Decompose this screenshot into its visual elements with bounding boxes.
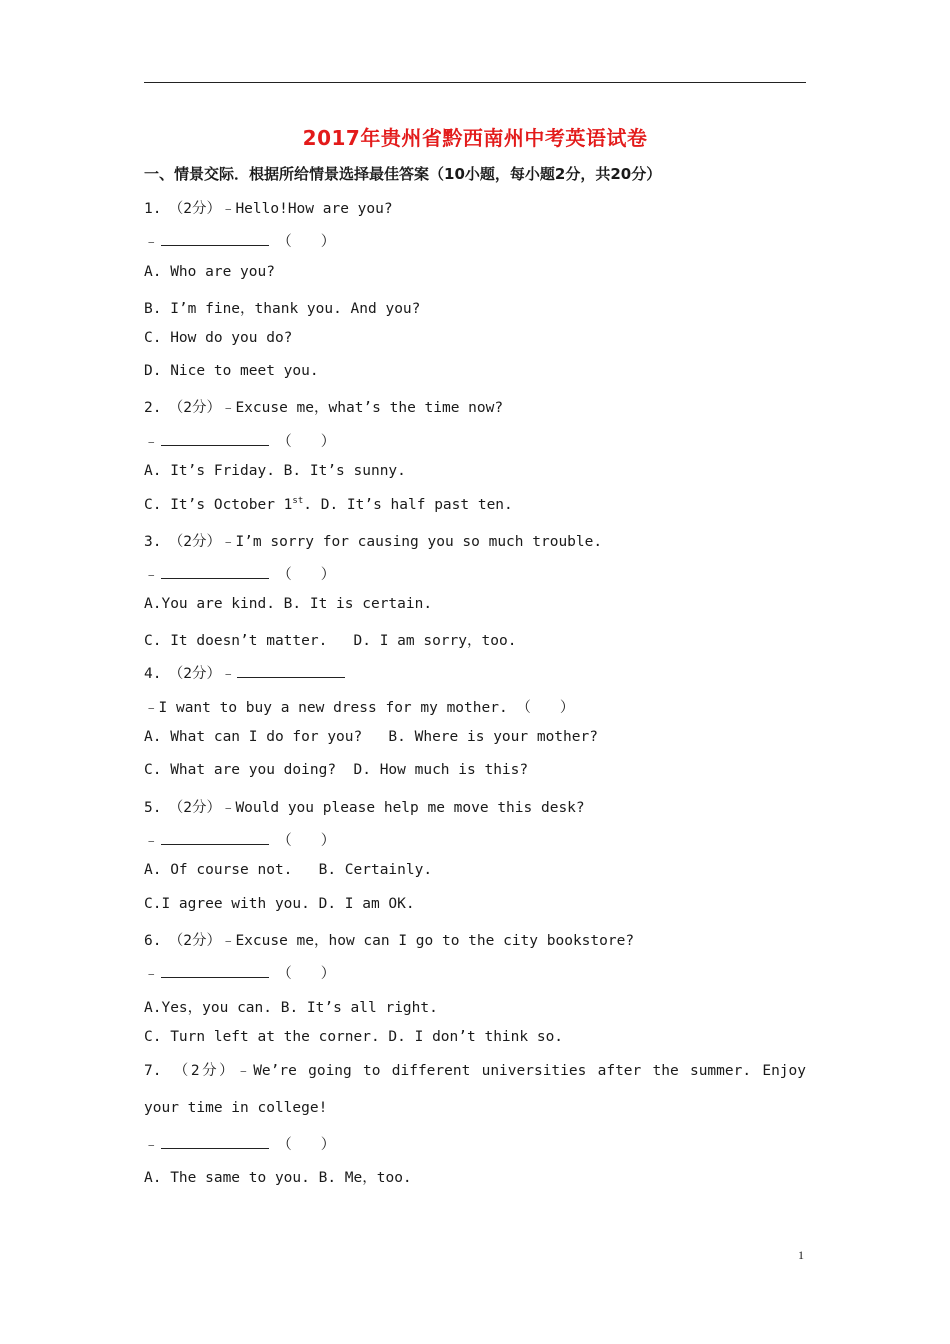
- option-4cd: C. What are you doing? D. How much is this?: [144, 762, 529, 778]
- question-6: 6. （2分）﹣Excuse me，how can I go to the city bookstore?: [144, 933, 635, 949]
- answer-blank[interactable]: [161, 431, 269, 446]
- answer-line-2: ﹣ （ ）: [144, 430, 806, 451]
- option-1b: B. I’m fine，thank you. And you?: [144, 301, 421, 317]
- question-3: 3. （2分）﹣I’m sorry for causing you so much trouble.: [144, 534, 603, 550]
- reply-4: ﹣I want to buy a new dress for my mother. （ ）: [144, 700, 575, 716]
- header-rule: [144, 82, 806, 83]
- answer-blank[interactable]: [161, 830, 269, 845]
- option-6cd: C. Turn left at the corner. D. I don’t think so.: [144, 1029, 564, 1045]
- option-2ab: A. It’s Friday. B. It’s sunny.: [144, 463, 406, 479]
- answer-blank[interactable]: [161, 1134, 269, 1149]
- question-7: 7. （2分）﹣We’re going to different universities after the summer. Enjoy your time in college!: [144, 1063, 806, 1116]
- question-1: 1. （2分）﹣Hello!How are you?: [144, 201, 393, 217]
- answer-blank[interactable]: [161, 231, 269, 246]
- option-3cd: C. It doesn’t matter. D. I am sorry，too.: [144, 633, 517, 649]
- section-heading: 一、情景交际．根据所给情景选择最佳答案（10小题，每小题2分，共20分）: [144, 165, 662, 183]
- option-1d: D. Nice to meet you.: [144, 363, 319, 379]
- option-2cd: C. It’s October 1st. D. It’s half past ten.: [144, 496, 513, 513]
- answer-line-3: ﹣ （ ）: [144, 563, 806, 584]
- option-5cd: C.I agree with you. D. I am OK.: [144, 896, 415, 912]
- option-6ab: A.Yes，you can. B. It’s all right.: [144, 1000, 438, 1016]
- option-7ab: A. The same to you. B. Me，too.: [144, 1170, 412, 1186]
- answer-line-7: ﹣ （ ）: [144, 1133, 806, 1154]
- option-1c: C. How do you do?: [144, 330, 293, 346]
- option-1a: A. Who are you?: [144, 264, 275, 280]
- question-5: 5. （2分）﹣Would you please help me move this desk?: [144, 800, 585, 816]
- exam-title: 2017年贵州省黔西南州中考英语试卷: [302, 126, 648, 150]
- question-2: 2. （2分）﹣Excuse me，what’s the time now?: [144, 400, 504, 416]
- answer-line-5: ﹣ （ ）: [144, 829, 806, 850]
- option-3ab: A.You are kind. B. It is certain.: [144, 596, 433, 612]
- page-number: 1: [798, 1248, 804, 1262]
- answer-blank[interactable]: [161, 963, 269, 978]
- answer-line-1: ﹣ （ ）: [144, 230, 806, 251]
- answer-blank[interactable]: [237, 663, 345, 678]
- answer-line-6: ﹣ （ ）: [144, 962, 806, 983]
- question-4: 4. （2分）﹣: [144, 662, 806, 683]
- option-5ab: A. Of course not. B. Certainly.: [144, 862, 433, 878]
- answer-blank[interactable]: [161, 564, 269, 579]
- option-4ab: A. What can I do for you? B. Where is your mother?: [144, 729, 598, 745]
